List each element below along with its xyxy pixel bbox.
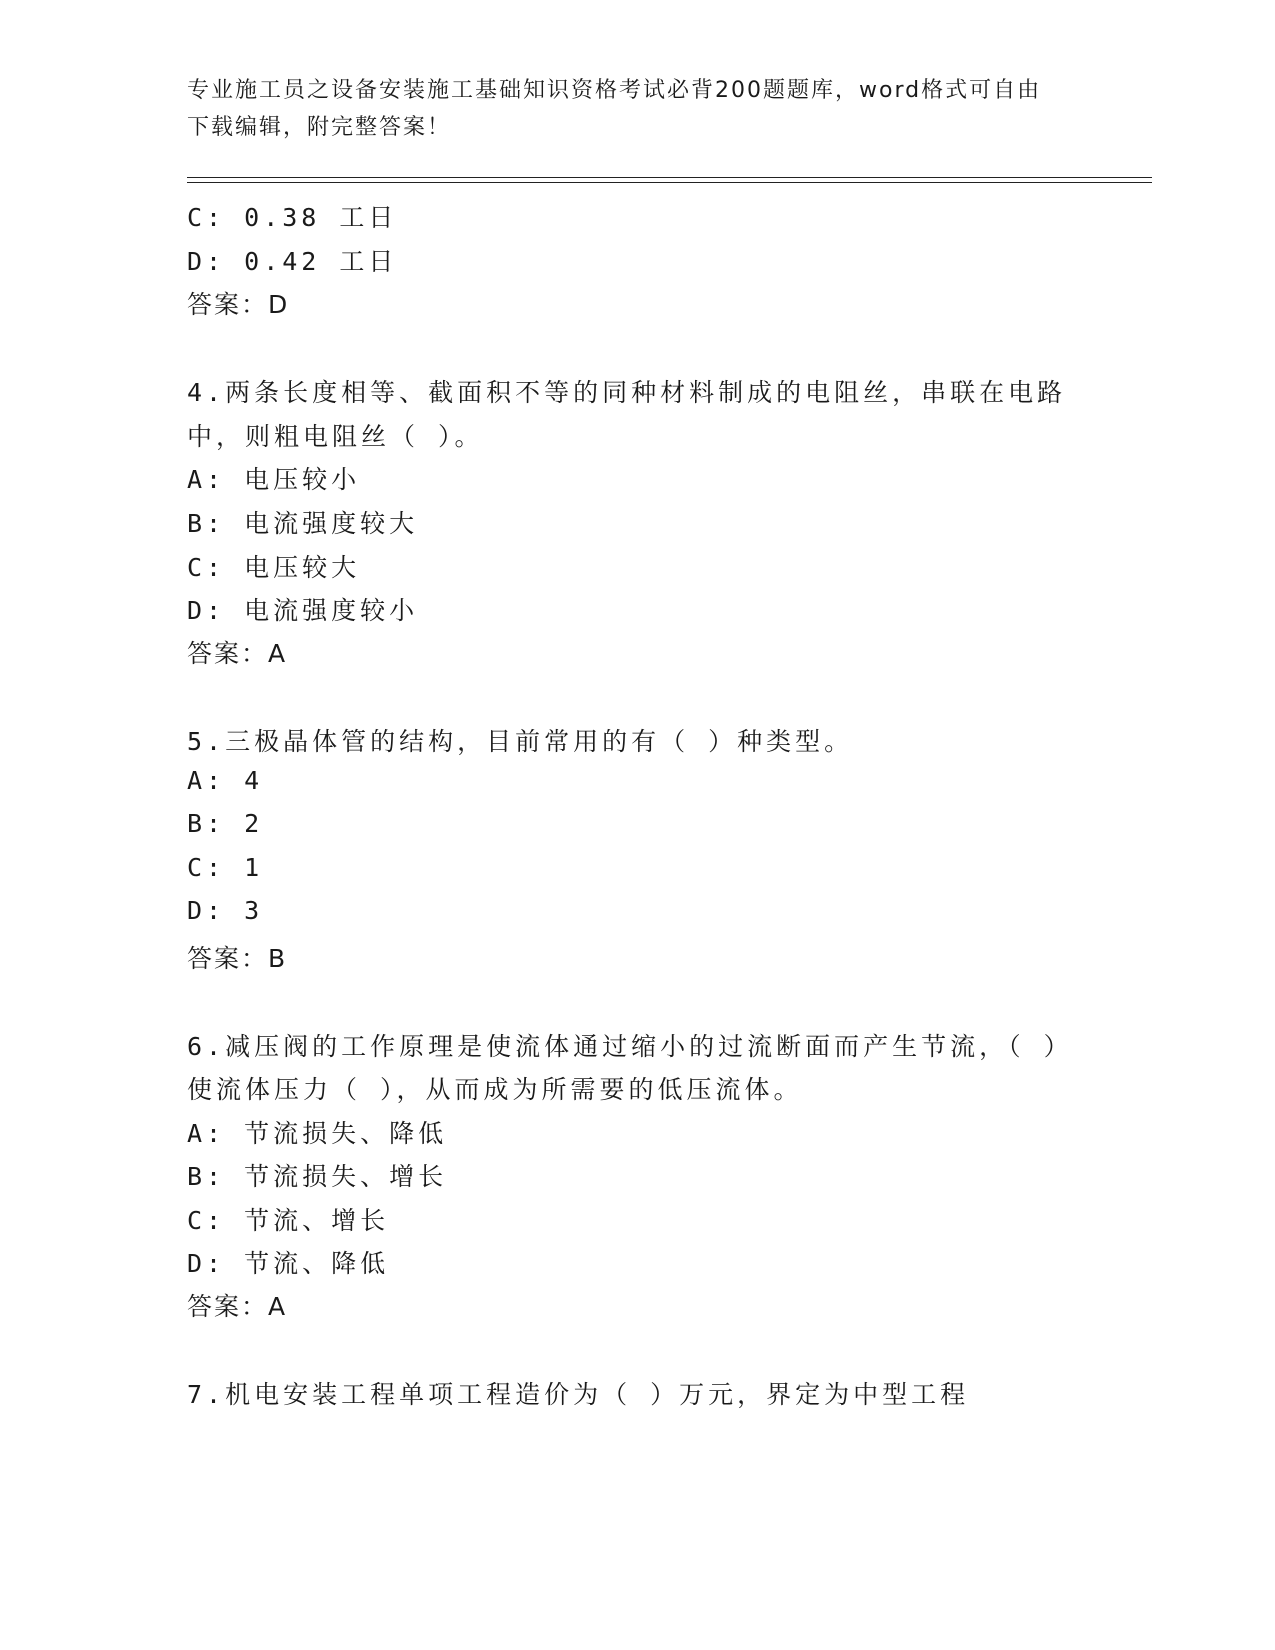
q4-option-d: D: 电流强度较小 — [187, 596, 419, 625]
q5-answer — [187, 939, 286, 975]
q6-answer — [187, 1287, 286, 1323]
q4-option-c: C: 电压较大 — [187, 553, 361, 582]
q4-stem-line-2: 中，则粗电阻丝（ ）。 — [187, 422, 484, 451]
q5-option-c: C: 1 — [187, 853, 264, 882]
document-header — [187, 72, 1067, 146]
q3-option-d: D: 0.42 工日 — [187, 247, 398, 276]
answer-value: D — [268, 290, 289, 319]
q4-option-b: B: 电流强度较大 — [187, 509, 419, 538]
q4-answer — [187, 634, 286, 670]
q3-option-c: C: 0.38 工日 — [187, 203, 398, 232]
header-divider-bottom — [187, 182, 1152, 183]
answer-label: 答案： — [187, 639, 269, 668]
q5-option-d: D: 3 — [187, 896, 264, 925]
q4-stem-line-1: 4.两条长度相等、截面积不等的同种材料制成的电阻丝，串联在电路 — [187, 378, 1067, 407]
q5-option-b: B: 2 — [187, 809, 264, 838]
answer-label: 答案： — [187, 290, 269, 319]
header-line-2: 下载编辑，附完整答案！ — [187, 115, 452, 140]
answer-label: 答案： — [187, 1292, 269, 1321]
q3-answer — [187, 285, 288, 321]
answer-label: 答案： — [187, 944, 269, 973]
answer-value: A — [268, 1292, 287, 1321]
answer-value: A — [268, 639, 287, 668]
q6-stem-line-1: 6.减压阀的工作原理是使流体通过缩小的过流断面而产生节流，（ ） — [187, 1032, 1073, 1061]
header-divider-top — [187, 177, 1152, 178]
header-line-1: 专业施工员之设备安装施工基础知识资格考试必背200题题库，word格式可自由 — [187, 78, 1042, 103]
q5-stem-line-1: 5.三极晶体管的结构，目前常用的有（ ）种类型。 — [187, 727, 854, 756]
q7-stem-line-1: 7.机电安装工程单项工程造价为（ ）万元，界定为中型工程 — [187, 1380, 970, 1409]
q6-stem-line-2: 使流体压力（ ），从而成为所需要的低压流体。 — [187, 1075, 803, 1104]
q4-option-a: A: 电压较小 — [187, 465, 361, 494]
q6-option-a: A: 节流损失、降低 — [187, 1119, 448, 1148]
q6-option-c: C: 节流、增长 — [187, 1206, 390, 1235]
answer-value: B — [268, 944, 287, 973]
q5-option-a: A: 4 — [187, 766, 264, 795]
q6-option-d: D: 节流、降低 — [187, 1249, 390, 1278]
q6-option-b: B: 节流损失、增长 — [187, 1162, 448, 1191]
